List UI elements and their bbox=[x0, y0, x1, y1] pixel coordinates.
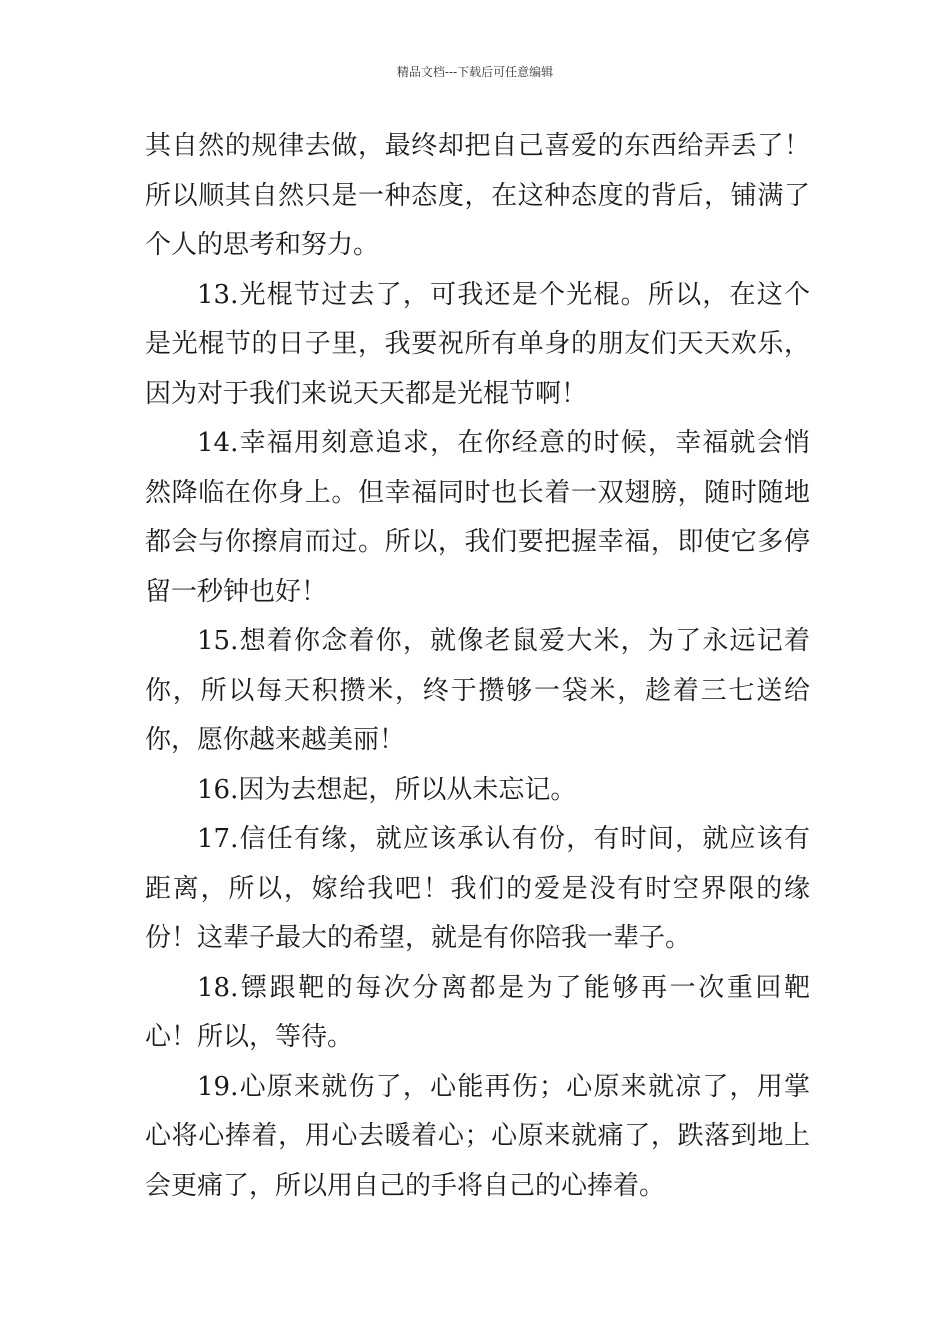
paragraph-item-14: 14.幸福用刻意追求，在你经意的时候，幸福就会悄然降临在你身上。但幸福同时也长着一双翅膀，随时随地都会与你擦肩而过。所以，我们要把握幸福，即使它多停留一秒钟也好！ bbox=[145, 428, 810, 607]
paragraph-item-15: 15.想着你念着你，就像老鼠爱大米，为了永远记着你，所以每天积攒米，终于攒够一袋米，趁着三七送给你，愿你越来越美丽！ bbox=[145, 626, 810, 755]
paragraph-item-18: 18.镖跟靶的每次分离都是为了能够再一次重回靶心！所以，等待。 bbox=[145, 972, 810, 1052]
document-body bbox=[145, 122, 810, 1211]
paragraph-item-19: 19.心原来就伤了，心能再伤；心原来就凉了，用掌心将心捧着，用心去暖着心；心原来就痛了，跌落到地上会更痛了，所以用自己的手将自己的心捧着。 bbox=[145, 1071, 810, 1201]
paragraph-item-13: 13.光棍节过去了，可我还是个光棍。所以，在这个是光棍节的日子里，我要祝所有单身的朋友们天天欢乐，因为对于我们来说天天都是光棍节啊！ bbox=[145, 279, 810, 409]
paragraph-item-17: 17.信任有缘，就应该承认有份，有时间，就应该有距离，所以，嫁给我吧！我们的爱是没有时空界限的缘份！这辈子最大的希望，就是有你陪我一辈子。 bbox=[145, 824, 810, 953]
paragraph-continuation: 其自然的规律去做，最终却把自己喜爱的东西给弄丢了！所以顺其自然只是一种态度，在这种态度的背后，铺满了个人的思考和努力。 bbox=[145, 131, 810, 260]
page-header: 精品文档---下载后可任意编辑 bbox=[396, 65, 554, 79]
paragraph-item-16: 16.因为去想起，所以从未忘记。 bbox=[197, 774, 577, 805]
